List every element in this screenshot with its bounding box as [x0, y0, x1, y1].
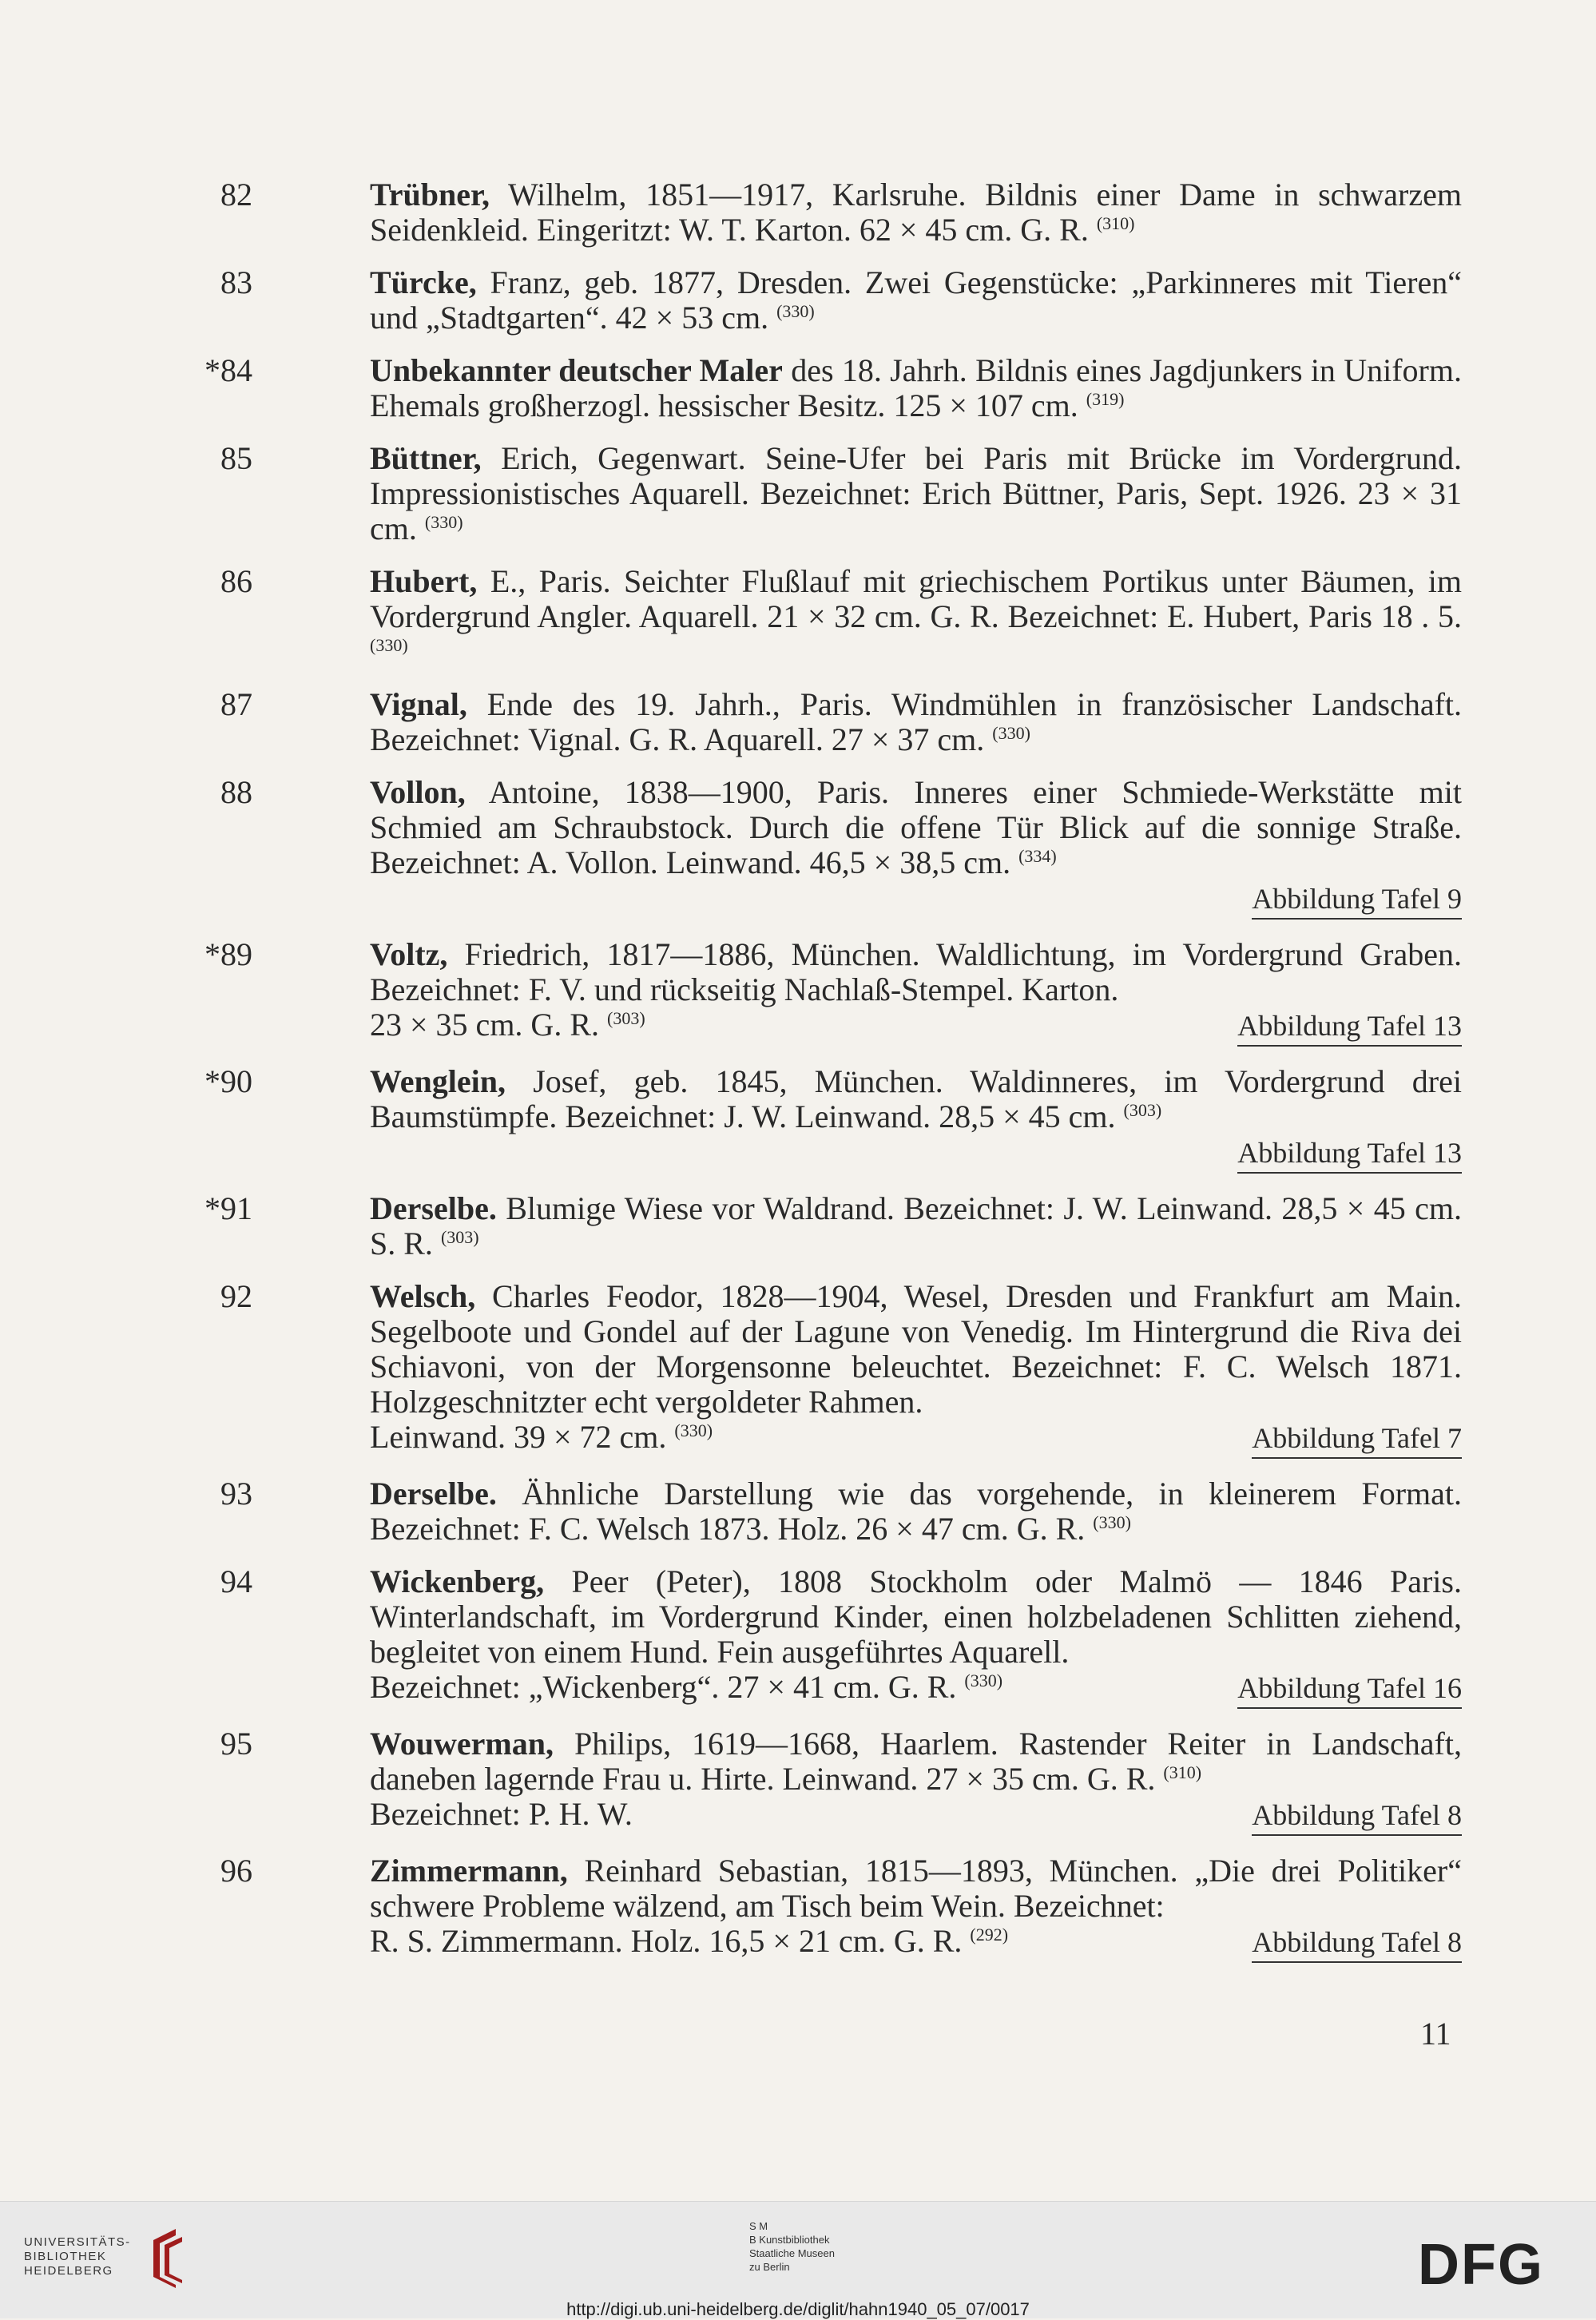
- catalog-entry: [220, 1726, 1462, 1836]
- entry-text: [370, 564, 1462, 669]
- smb-kunstbibliothek: [749, 2219, 835, 2274]
- entry-number: *90: [204, 1063, 252, 1099]
- entry-description: Friedrich, 1817—1886, München. Waldlichtung, im Vordergrund Graben. Bezeichnet: F. V. und rückseitig Nachlaß-Stempel. Karton.: [370, 936, 1462, 1007]
- entry-text: [370, 177, 1462, 248]
- artist-name: Vollon,: [370, 774, 466, 810]
- entry-number: 93: [220, 1476, 252, 1512]
- entry-last-text-wrap: [370, 1924, 1008, 1959]
- entry-text: [370, 937, 1462, 1007]
- catalog-entry: [220, 440, 1462, 546]
- entry-text: [370, 1853, 1462, 1924]
- uni-line-1: UNIVERSITÄTS-: [24, 2235, 131, 2249]
- artist-name: Türcke,: [370, 264, 477, 300]
- entry-description: Blumige Wiese vor Waldrand. Bezeichnet: J. W. Leinwand. 28,5 × 45 cm. S. R.: [370, 1190, 1462, 1261]
- entry-number: *84: [204, 352, 252, 388]
- catalog-entry: [220, 1563, 1462, 1709]
- price-reference: (330): [370, 635, 408, 655]
- entry-description: Josef, geb. 1845, München. Waldinneres, im Vordergrund drei Baumstümpfe. Bezeichnet: J. W. Leinwand. 28,5 × 45 cm.: [370, 1063, 1462, 1134]
- price-reference: (303): [1123, 1100, 1162, 1120]
- smb-line-1: S M: [749, 2220, 768, 2232]
- catalog-entry: [204, 352, 1462, 423]
- entry-description: Peer (Peter), 1808 Stockholm oder Malmö — 1846 Paris. Winterlandschaft, im Vordergrund Kinder, einen holzbeladenen Schlitten ziehend, begleitet von einem Hund. Fein ausgeführtes Aquarell.: [370, 1563, 1462, 1670]
- entry-text: [370, 1726, 1462, 1797]
- entry-description: E., Paris. Seichter Flußlauf mit griechischem Portikus unter Bäumen, im Vordergrund Angler. Aquarell. 21 × 32 cm. G. R. Bezeichnet: E. Hubert, Paris 18 . 5.: [370, 563, 1462, 634]
- smb-line-3: Staatliche Museen: [749, 2247, 835, 2259]
- price-reference: (319): [1086, 389, 1125, 409]
- price-reference: (330): [776, 301, 815, 321]
- entry-last-text: R. S. Zimmermann. Holz. 16,5 × 21 cm. G. R.: [370, 1923, 963, 1959]
- entry-description: Charles Feodor, 1828—1904, Wesel, Dresden und Frankfurt am Main. Segelboote und Gondel auf der Lagune von Venedig. Im Hintergrund die Riva dei Schiavoni, von der Morgensonne beleuchtet. Bezeichnet: F. C. Welsch 1871. Holzgeschnitzter echt vergoldeter Rahmen.: [370, 1278, 1462, 1420]
- catalog-entry: [220, 264, 1462, 336]
- artist-name: Unbekannter deutscher Maler: [370, 352, 783, 388]
- digitization-footer: [0, 2201, 1596, 2318]
- artist-name: Vignal,: [370, 686, 467, 722]
- uni-line-2: BIBLIOTHEK: [24, 2250, 107, 2263]
- entry-last-line: [370, 1007, 1462, 1047]
- entry-number: 85: [220, 440, 252, 476]
- entry-text: [370, 687, 1462, 757]
- entry-text: [370, 1476, 1462, 1547]
- entry-number: 83: [220, 264, 252, 300]
- price-reference: (334): [1018, 846, 1057, 866]
- catalog-entry: [220, 686, 1462, 757]
- entry-description: des 18. Jahrh. Bildnis eines Jagdjunkers in Uniform. Ehemals großherzogl. hessischer Besitz. 125 × 107 cm.: [370, 352, 1462, 423]
- entry-number: 82: [220, 177, 252, 213]
- entry-last-line: [370, 1420, 1462, 1459]
- entry-last-line: [370, 1924, 1462, 1963]
- catalog-entry: [204, 1063, 1462, 1174]
- entry-text: [370, 1191, 1462, 1261]
- price-reference: (330): [424, 512, 463, 532]
- catalog-entry: [220, 1853, 1462, 1963]
- entry-text: [370, 441, 1462, 546]
- entry-number: 94: [220, 1563, 252, 1599]
- price-reference: (303): [440, 1227, 479, 1247]
- entry-last-text-wrap: [370, 1797, 633, 1832]
- price-reference: (330): [674, 1420, 713, 1440]
- entry-text: [370, 353, 1462, 423]
- entry-description: Wilhelm, 1851—1917, Karlsruhe. Bildnis einer Dame in schwarzem Seidenkleid. Eingeritzt: W. T. Karton. 62 × 45 cm. G. R.: [370, 177, 1462, 248]
- entry-last-text: Leinwand. 39 × 72 cm.: [370, 1419, 667, 1455]
- entry-last-text-wrap: [370, 1420, 713, 1455]
- catalog-entry: [220, 563, 1462, 669]
- artist-name: Hubert,: [370, 563, 478, 599]
- price-reference: (292): [970, 1925, 1009, 1945]
- artist-name: Wouwerman,: [370, 1726, 554, 1762]
- university-logo-icon: [145, 2226, 190, 2290]
- artist-name: Welsch,: [370, 1278, 476, 1314]
- entry-last-text: Bezeichnet: „Wickenberg“. 27 × 41 cm. G. R.: [370, 1669, 957, 1705]
- entry-text: [370, 265, 1462, 336]
- artist-name: Derselbe.: [370, 1476, 497, 1512]
- smb-line-4: zu Berlin: [749, 2261, 790, 2273]
- price-reference: (330): [992, 723, 1030, 743]
- figure-reference: Abbildung Tafel 9: [1252, 881, 1462, 920]
- figure-reference-line: [370, 880, 1462, 920]
- artist-name: Voltz,: [370, 936, 448, 972]
- price-reference: (330): [1093, 1512, 1131, 1532]
- figure-reference-line: [370, 1134, 1462, 1174]
- price-reference: (303): [607, 1008, 645, 1028]
- catalog-entry: [204, 936, 1462, 1047]
- entry-number: 96: [220, 1853, 252, 1889]
- artist-name: Wickenberg,: [370, 1563, 545, 1599]
- entry-description: Antoine, 1838—1900, Paris. Inneres einer Schmiede-Werkstätte mit Schmied am Schraubstock. Durch die offene Tür Blick auf die sonnige Straße. Bezeichnet: A. Vollon. Leinwand. 46,5 × 38,5 cm.: [370, 774, 1462, 880]
- entry-description: Reinhard Sebastian, 1815—1893, München. „Die drei Politiker“ schwere Probleme wälzend, am Tisch beim Wein. Bezeichnet:: [370, 1853, 1462, 1924]
- figure-reference: Abbildung Tafel 8: [1252, 1925, 1462, 1963]
- entry-description: Ähnliche Darstellung wie das vorgehende, in kleinerem Format. Bezeichnet: F. C. Welsch 1873. Holz. 26 × 47 cm. G. R.: [370, 1476, 1462, 1547]
- entry-last-line: [370, 1670, 1462, 1709]
- artist-name: Derselbe.: [370, 1190, 497, 1226]
- entry-text: [370, 1064, 1462, 1134]
- entry-last-text-wrap: [370, 1007, 645, 1043]
- catalog-entry: [204, 1190, 1462, 1261]
- entry-text: [370, 1564, 1462, 1670]
- price-reference: (330): [964, 1670, 1003, 1690]
- figure-reference: Abbildung Tafel 13: [1237, 1008, 1462, 1047]
- entry-description: Franz, geb. 1877, Dresden. Zwei Gegenstücke: „Parkinneres mit Tieren“ und „Stadtgarten“. 42 × 53 cm.: [370, 264, 1462, 336]
- catalog-entries: [204, 177, 1462, 1980]
- entry-last-text: Bezeichnet: P. H. W.: [370, 1796, 633, 1832]
- figure-reference: Abbildung Tafel 13: [1237, 1135, 1462, 1174]
- price-reference: (310): [1163, 1762, 1202, 1782]
- dfg-logo: DFG: [1418, 2233, 1544, 2297]
- page-number: 11: [1420, 2016, 1451, 2052]
- catalog-entry: [220, 177, 1462, 248]
- artist-name: Trübner,: [370, 177, 490, 213]
- figure-reference: Abbildung Tafel 16: [1237, 1670, 1462, 1709]
- entry-number: *89: [204, 936, 252, 972]
- entry-number: 87: [220, 686, 252, 722]
- smb-line-2: B Kunstbibliothek: [749, 2234, 830, 2246]
- entry-last-text-wrap: [370, 1670, 1002, 1705]
- catalog-entry: [220, 774, 1462, 920]
- uni-line-3: HEIDELBERG: [24, 2264, 113, 2278]
- university-library-name: [24, 2235, 131, 2278]
- entry-last-line: [370, 1797, 1462, 1836]
- entry-number: 92: [220, 1278, 252, 1314]
- entry-description: Ende des 19. Jahrh., Paris. Windmühlen in französischer Landschaft. Bezeichnet: Vignal. G. R. Aquarell. 27 × 37 cm.: [370, 686, 1462, 757]
- entry-number: 88: [220, 774, 252, 810]
- entry-description: Erich, Gegenwart. Seine-Ufer bei Paris mit Brücke im Vordergrund. Impressionistisches Aquarell. Bezeichnet: Erich Büttner, Paris, Sept. 1926. 23 × 31 cm.: [370, 440, 1462, 546]
- entry-last-text: 23 × 35 cm. G. R.: [370, 1007, 599, 1043]
- catalog-entry: [220, 1278, 1462, 1459]
- entry-description: Philips, 1619—1668, Haarlem. Rastender Reiter in Landschaft, daneben lagernde Frau u. Hirte. Leinwand. 27 × 35 cm. G. R.: [370, 1726, 1462, 1797]
- permalink-url[interactable]: http://digi.ub.uni-heidelberg.de/diglit/hahn1940_05_07/0017: [566, 2299, 1030, 2319]
- artist-name: Wenglein,: [370, 1063, 506, 1099]
- catalog-entry: [220, 1476, 1462, 1547]
- figure-reference: Abbildung Tafel 7: [1252, 1420, 1462, 1459]
- artist-name: Zimmermann,: [370, 1853, 568, 1889]
- entry-text: [370, 775, 1462, 880]
- price-reference: (310): [1096, 213, 1135, 233]
- entry-text: [370, 1279, 1462, 1420]
- entry-number: 95: [220, 1726, 252, 1762]
- figure-reference: Abbildung Tafel 8: [1252, 1798, 1462, 1836]
- entry-number: *91: [204, 1190, 252, 1226]
- artist-name: Büttner,: [370, 440, 482, 476]
- entry-number: 86: [220, 563, 252, 599]
